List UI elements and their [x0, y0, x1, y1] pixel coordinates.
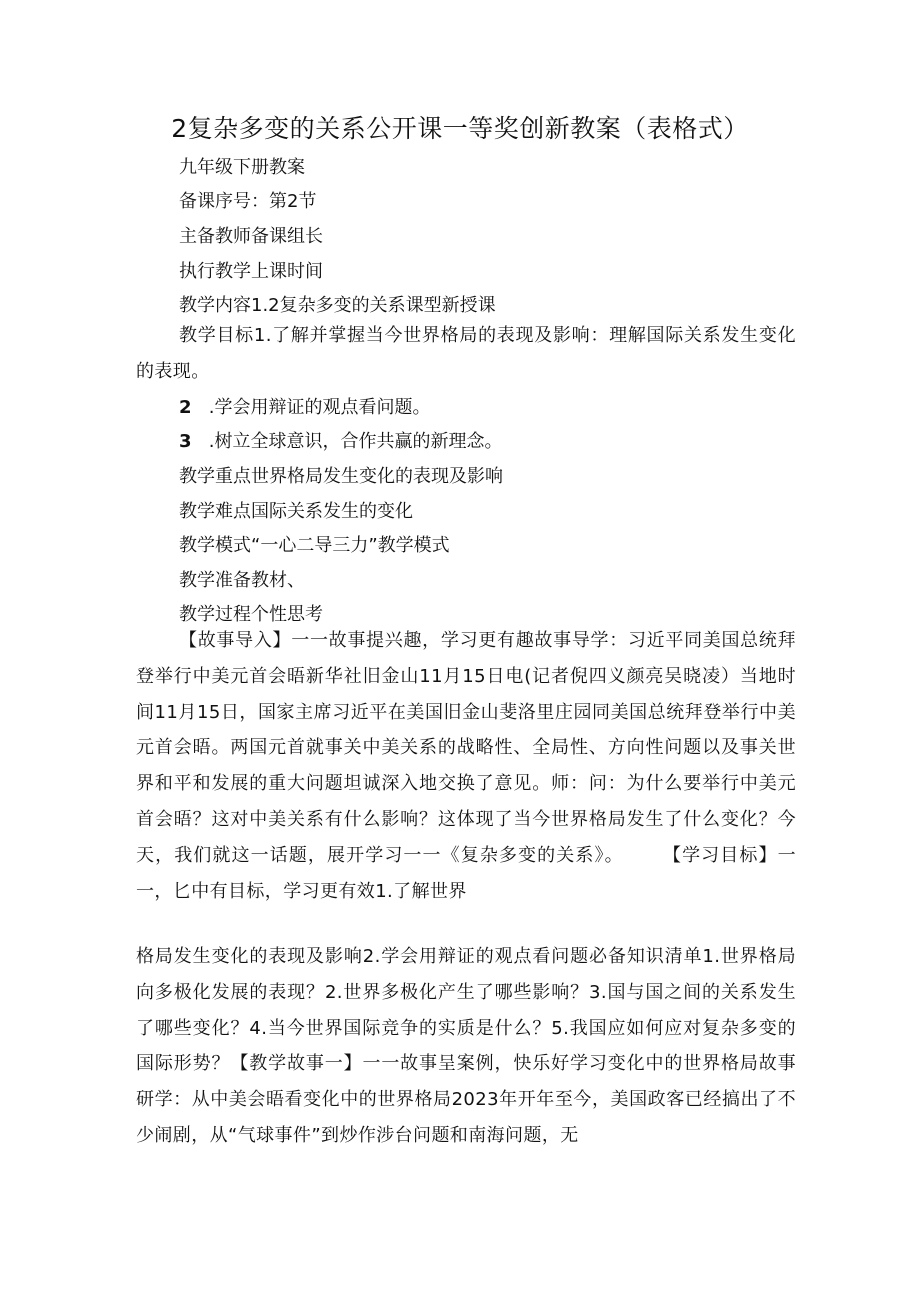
- objective-item-3: [179, 430, 502, 454]
- document-title: 2复杂多变的关系公开课一等奖创新教案（表格式）: [171, 114, 749, 143]
- teaching-content-line: 教学内容1.2复杂多变的关系课型新授课: [179, 295, 496, 316]
- continuation-paragraph: 格局发生变化的表现及影响2.学会用辩证的观点看问题必备知识清单1.世界格局向多极化发展的表现？2.世界多极化产生了哪些影响？3.国与国之间的关系发生了哪些变化？4.当今世界国际竞争的实质是什么？5.我国应如何应对复杂多变的国际形势？【教学故事一】一一故事呈案例，快乐好学习变化中的世界格局故事研学：从中美会晤看变化中的世界格局2023年开年至今，美国政客已经搞出了不少闹剧，从“气球事件”到炒作涉台问题和南海问题，无: [136, 946, 796, 1146]
- objective-item-2-number: 2: [179, 397, 192, 418]
- teacher-line: 主备教师备课组长: [179, 226, 323, 247]
- teaching-objectives-paragraph: 教学目标1.了解并掌握当今世界格局的表现及影响：理解国际关系发生变化的表现。: [136, 325, 796, 382]
- objective-item-2: [179, 396, 430, 420]
- execution-line: 执行教学上课时间: [179, 261, 323, 282]
- teaching-prep-line: 教学准备教材、: [179, 570, 305, 591]
- teaching-process-line: 教学过程个性思考: [179, 604, 323, 625]
- lesson-number-line: 备课序号：第2节: [179, 191, 317, 212]
- key-point-line: 教学重点世界格局发生变化的表现及影响: [179, 466, 503, 487]
- objective-item-3-number: 3: [179, 431, 192, 452]
- story-intro-paragraph: 【故事导入】一一故事提兴趣，学习更有趣故事导学：习近平同美国总统拜登举行中美元首会晤新华社旧金山11月15日电(记者倪四义颜亮吴晓凌）当地时间11月15日，国家主席习近平在美国旧金山斐洛里庄园同美国总统拜登举行中美元首会晤。两国元首就事关中美关系的战略性、全局性、方向性问题以及事关世界和平和发展的重大问题坦诚深入地交换了意见。师：问：为什么要举行中美元首会晤？这对中美关系有什么影响？这体现了当今世界格局发生了什么变化？今天，我们就这一话题，展开学习一一《复杂多变的关系》。 【学习目标】一一，匕中有目标，学习更有效1.了解世界: [136, 630, 796, 902]
- grade-line: 九年级下册教案: [179, 157, 305, 178]
- objective-item-2-text: .学会用辩证的观点看问题。: [203, 397, 431, 418]
- objective-item-3-text: .树立全球意识，合作共赢的新理念。: [203, 431, 503, 452]
- teaching-mode-line: 教学模式“一心二导三力”教学模式: [179, 535, 450, 556]
- difficulty-line: 教学难点国际关系发生的变化: [179, 501, 413, 522]
